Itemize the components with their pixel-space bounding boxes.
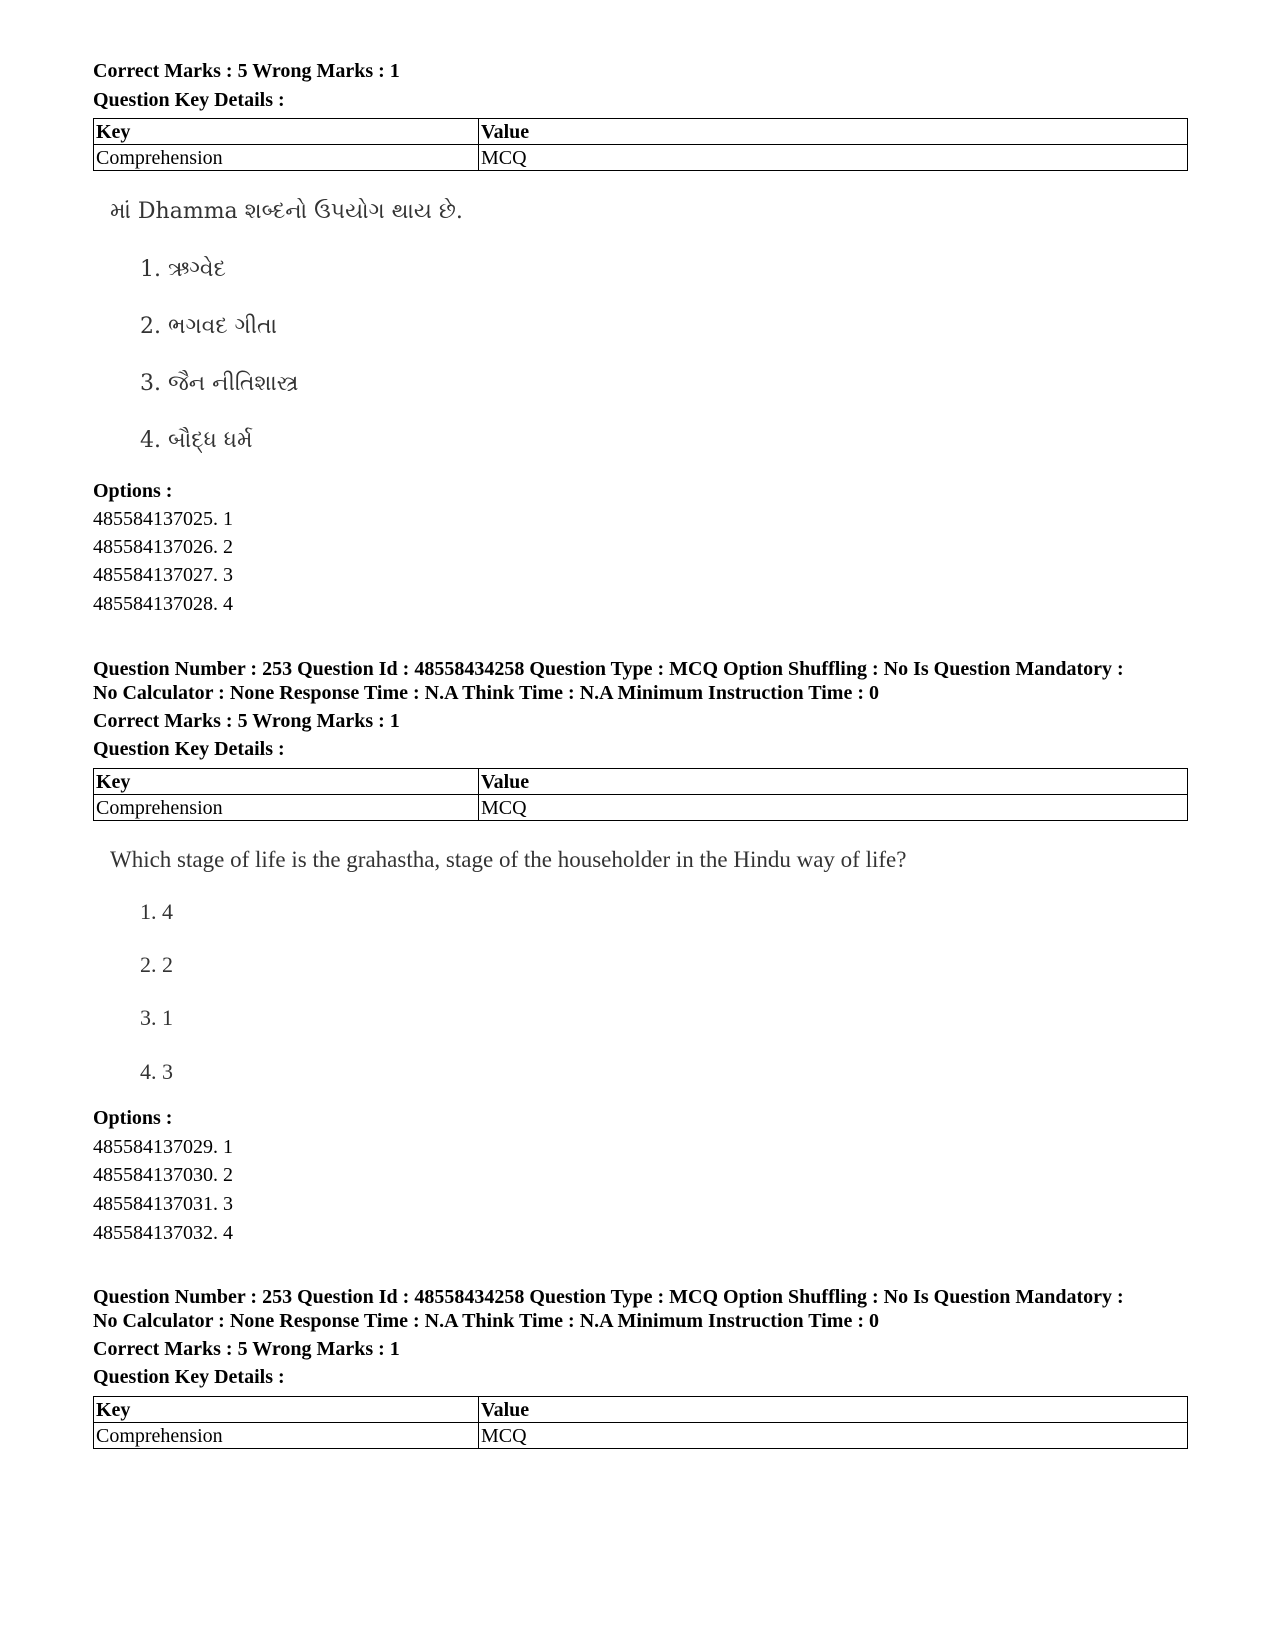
question-header-line1: Question Number : 253 Question Id : 48558434258 Question Type : MCQ Option Shuffling : No Is Question Mandatory : (93, 1286, 1124, 1308)
table-row (94, 145, 1188, 171)
table-header-row (94, 1397, 1188, 1423)
table-header-row (94, 119, 1188, 145)
option-item: 485584137025. 1 (93, 508, 233, 530)
option-item: 485584137028. 4 (93, 593, 233, 615)
question-header-line2: No Calculator : None Response Time : N.A Think Time : N.A Minimum Instruction Time : 0 (93, 682, 879, 704)
table-header-value: Value (479, 1397, 1188, 1423)
question-header-line2: No Calculator : None Response Time : N.A Think Time : N.A Minimum Instruction Time : 0 (93, 1310, 879, 1332)
question-header-line1: Question Number : 253 Question Id : 48558434258 Question Type : MCQ Option Shuffling : No Is Question Mandatory : (93, 658, 1124, 680)
option-item: 485584137029. 1 (93, 1136, 233, 1158)
table-header-value: Value (479, 119, 1188, 145)
options-label: Options : (93, 480, 173, 502)
marks-line: Correct Marks : 5 Wrong Marks : 1 (93, 1338, 400, 1360)
table-header-key: Key (94, 769, 479, 795)
key-value-table (93, 1396, 1188, 1449)
table-row (94, 1423, 1188, 1449)
table-cell-value: MCQ (479, 145, 1188, 171)
table-cell-value: MCQ (479, 795, 1188, 821)
answer-choice: 2. ભગવદ ગીતા (140, 314, 277, 339)
table-cell-key: Comprehension (94, 145, 479, 171)
answer-choice: 4. બૌદ્ધ ધર્મ (140, 428, 253, 453)
table-cell-key: Comprehension (94, 1423, 479, 1449)
answer-choice: 2. 2 (140, 952, 173, 977)
table-header-row (94, 769, 1188, 795)
answer-choice: 3. જૈન નીતિશાસ્ત્ર (140, 371, 299, 396)
options-label: Options : (93, 1107, 173, 1129)
answer-choice: 1. 4 (140, 899, 173, 924)
question-text: Which stage of life is the grahastha, stage of the householder in the Hindu way of life? (110, 847, 907, 872)
answer-choice: 4. 3 (140, 1059, 173, 1084)
table-header-key: Key (94, 1397, 479, 1423)
table-row (94, 795, 1188, 821)
answer-choice: 3. 1 (140, 1005, 173, 1030)
option-item: 485584137027. 3 (93, 564, 233, 586)
option-item: 485584137032. 4 (93, 1222, 233, 1244)
table-header-key: Key (94, 119, 479, 145)
key-details-label: Question Key Details : (93, 738, 285, 760)
option-item: 485584137030. 2 (93, 1164, 233, 1186)
question-text: માં Dhamma શબ્દનો ઉપયોગ થાય છે. (110, 199, 463, 224)
table-cell-value: MCQ (479, 1423, 1188, 1449)
key-value-table (93, 118, 1188, 171)
key-details-label: Question Key Details : (93, 1366, 285, 1388)
option-item: 485584137026. 2 (93, 536, 233, 558)
option-item: 485584137031. 3 (93, 1193, 233, 1215)
table-header-value: Value (479, 769, 1188, 795)
answer-choice: 1. ઋગ્વેદ (140, 257, 226, 282)
table-cell-key: Comprehension (94, 795, 479, 821)
key-value-table (93, 768, 1188, 821)
key-details-label: Question Key Details : (93, 89, 285, 111)
marks-line: Correct Marks : 5 Wrong Marks : 1 (93, 710, 400, 732)
marks-line: Correct Marks : 5 Wrong Marks : 1 (93, 60, 400, 82)
